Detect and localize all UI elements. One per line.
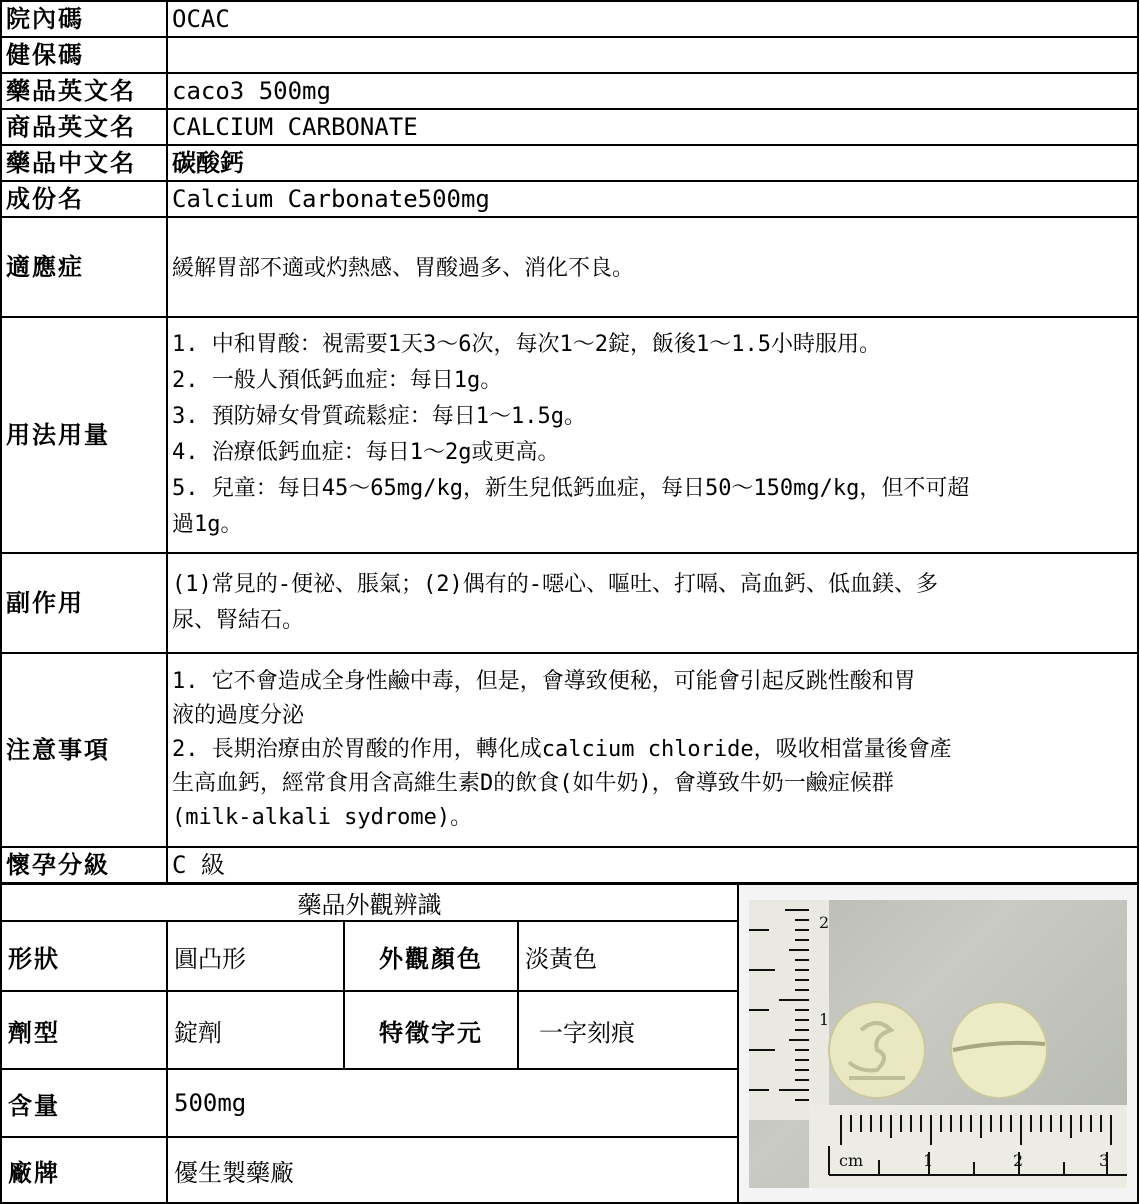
dosage-line: 1. 中和胃酸：視需要1天3～6次，每次1～2錠，飯後1～1.5小時服用。 (172, 332, 881, 357)
form-value: 錠劑 (167, 991, 344, 1069)
strength-label: 含量 (1, 1069, 167, 1137)
indication-value: 緩解胃部不適或灼熱感、胃酸過多、消化不良。 (167, 217, 1138, 317)
pregnancy-label: 懷孕分級 (1, 847, 167, 883)
precautions-line: 生高血鈣，經常食用含高維生素D的飲食(如牛奶)，會導致牛奶一鹼症候群 (172, 771, 894, 796)
tablet-photo-image (749, 900, 1127, 1188)
ruler-mark-2: 2 (1013, 1150, 1024, 1170)
ruler-mark-3: 3 (1099, 1150, 1110, 1170)
drug-en-value: caco3 500mg (167, 73, 1138, 109)
dosage-line: 3. 預防婦女骨質疏鬆症：每日1～1.5g。 (172, 404, 586, 429)
dosage-label: 用法用量 (1, 317, 167, 553)
row-appearance-title (1, 884, 1138, 921)
row-nhi-code (1, 37, 1138, 73)
row-hospital-code (1, 1, 1138, 37)
hospital-code-label: 院內碼 (1, 1, 167, 37)
row-ingredient (1, 181, 1138, 217)
appearance-section-title: 藥品外觀辨識 (1, 884, 738, 921)
precautions-line: 1. 它不會造成全身性鹼中毒，但是，會導致便秘，可能會引起反跳性酸和胃 (172, 669, 916, 694)
row-drug-zh (1, 145, 1138, 181)
marking-label: 特徵字元 (344, 991, 518, 1069)
dosage-line: 5. 兒童：每日45～65mg/kg，新生兒低鈣血症，每日50～150mg/kg，但不可超 (172, 476, 970, 501)
row-brand-en (1, 109, 1138, 145)
tablet-photo-cell (738, 884, 1138, 1203)
row-indication (1, 217, 1138, 317)
appearance-table (0, 883, 1139, 1204)
side-effects-line: (1)常見的-便祕、脹氣；(2)偶有的-噁心、嘔吐、打嗝、高血鈣、低血鎂、多 (172, 572, 938, 597)
maker-label: 廠牌 (1, 1137, 167, 1203)
row-side-effects (1, 553, 1138, 653)
brand-en-label: 商品英文名 (1, 109, 167, 145)
strength-value: 500mg (167, 1069, 738, 1137)
marking-value: 一字刻痕 (518, 991, 738, 1069)
drug-zh-value: 碳酸鈣 (167, 145, 1138, 181)
maker-value: 優生製藥廠 (167, 1137, 738, 1203)
indication-label: 適應症 (1, 217, 167, 317)
precautions-line: 2. 長期治療由於胃酸的作用，轉化成calcium chloride，吸收相當量後會產 (172, 737, 952, 762)
side-effects-label: 副作用 (1, 553, 167, 653)
dosage-value (167, 317, 1138, 553)
ingredient-value: Calcium Carbonate500mg (167, 181, 1138, 217)
pregnancy-value: C 級 (167, 847, 1138, 883)
shape-value: 圓凸形 (167, 921, 344, 991)
ingredient-label: 成份名 (1, 181, 167, 217)
drug-zh-label: 藥品中文名 (1, 145, 167, 181)
precautions-label: 注意事項 (1, 653, 167, 847)
dosage-line: 過1g。 (172, 512, 243, 537)
row-precautions (1, 653, 1138, 847)
form-label: 劑型 (1, 991, 167, 1069)
tablet-back (951, 1002, 1047, 1098)
precautions-value (167, 653, 1138, 847)
precautions-line: 液的過度分泌 (172, 703, 305, 728)
drug-en-label: 藥品英文名 (1, 73, 167, 109)
side-effects-line: 尿、腎結石。 (172, 608, 305, 633)
dosage-line: 2. 一般人預低鈣血症：每日1g。 (172, 368, 503, 393)
color-label: 外觀顏色 (344, 921, 518, 991)
hospital-code-value: OCAC (167, 1, 1138, 37)
nhi-code-value (167, 37, 1138, 73)
nhi-code-label: 健保碼 (1, 37, 167, 73)
side-effects-value (167, 553, 1138, 653)
dosage-line: 4. 治療低鈣血症：每日1～2g或更高。 (172, 440, 560, 465)
row-dosage (1, 317, 1138, 553)
precautions-line: (milk-alkali sydrome)。 (172, 805, 473, 830)
brand-en-value: CALCIUM CARBONATE (167, 109, 1138, 145)
color-value: 淡黃色 (518, 921, 738, 991)
ruler-mark-1: 1 (923, 1150, 934, 1170)
vertical-mark-2: 2 (819, 912, 830, 932)
ruler-unit-label: cm (839, 1150, 864, 1170)
tablet-photo (749, 900, 1127, 1188)
row-pregnancy (1, 847, 1138, 883)
shape-label: 形狀 (1, 921, 167, 991)
vertical-mark-1: 1 (819, 1009, 830, 1029)
row-drug-en (1, 73, 1138, 109)
